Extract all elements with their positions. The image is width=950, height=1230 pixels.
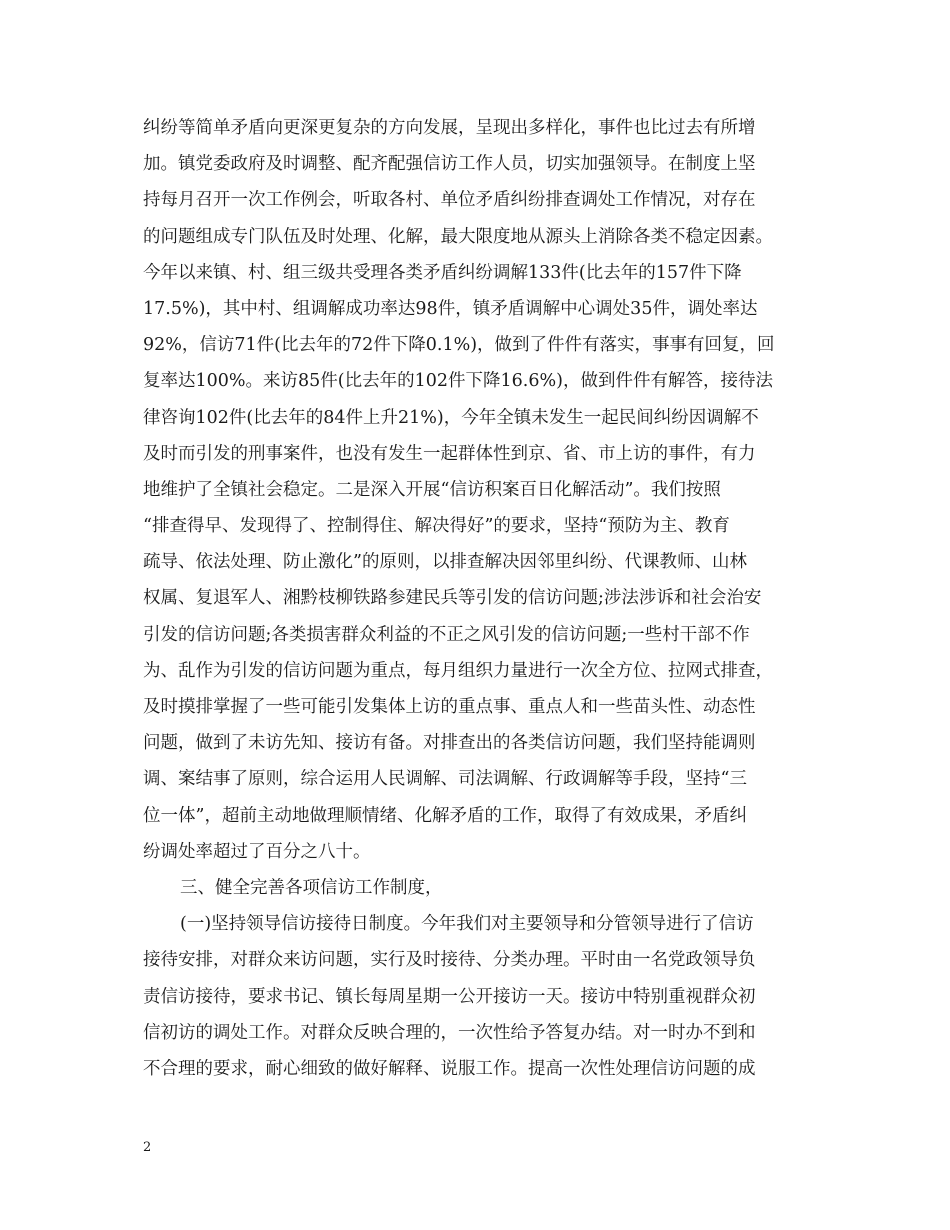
text-line: (一)坚持领导信访接待日制度。今年我们对主要领导和分管领导进行了信访 [180,914,754,935]
text-line: 疏导、依法处理、防止激化”的原则，以排查解决因邻里纠纷、代课教师、山林 [143,552,747,573]
page-number: 2 [143,1140,152,1155]
text-line: 持每月召开一次工作例会，听取各村、单位矛盾纠纷排查调处工作情况，对存在 [143,190,756,211]
text-line: 接待安排，对群众来访问题，实行及时接待、分类办理。平时由一名党政领导负 [143,950,756,971]
text-line: 加。镇党委政府及时调整、配齐配强信访工作人员，切实加强领导。在制度上坚 [143,154,756,175]
text-line: 及时摸排掌握了一些可能引发集体上访的重点事、重点人和一些苗头性、动态性 [143,697,756,717]
text-line: 为、乱作为引发的信访问题为重点，每月组织力量进行一次全方位、拉网式排查， [143,660,773,681]
text-line: 三、健全完善各项信访工作制度， [180,877,443,898]
text-line: 纠纷等简单矛盾向更深更复杂的方向发展，呈现出多样化，事件也比过去有所增 [143,118,756,138]
document-body [143,110,810,1087]
text-line: 信初访的调处工作。对群众反映合理的，一次性给予答复办结。对一时办不到和 [143,1022,756,1043]
text-line: 权属、复退军人、湘黔枝柳铁路参建民兵等引发的信访问题;涉法涉诉和社会治安 [143,588,762,609]
text-line: 地维护了全镇社会稳定。二是深入开展“信访积案百日化解活动”。我们按照 [143,479,721,500]
text-line: 调、案结事了原则，综合运用人民调解、司法调解、行政调解等手段，坚持“三 [143,769,747,790]
text-line: 责信访接待，要求书记、镇长每周星期一公开接访一天。接访中特别重视群众初 [143,986,756,1007]
text-line: 律咨询102件(比去年的84件上升21%)，今年全镇未发生一起民间纠纷因调解不 [143,407,759,428]
text-line: 引发的信访问题;各类损害群众利益的不正之风引发的信访问题;一些村干部不作 [143,624,750,645]
text-line: 位一体”，超前主动地做理顺情绪、化解矛盾的工作，取得了有效成果，矛盾纠 [143,805,747,826]
text-line: 不合理的要求，耐心细致的做好解释、说服工作。提高一次性处理信访问题的成 [143,1058,756,1079]
text-line: 17.5%)，其中村、组调解成功率达98件，镇矛盾调解中心调处35件，调处率达 [143,298,758,319]
text-line: 纷调处率超过了百分之八十。 [143,841,371,862]
text-line: “排查得早、发现得了、控制得住、解决得好”的要求，坚持“预防为主、教育 [143,516,730,537]
text-line: 的问题组成专门队伍及时处理、化解，最大限度地从源头上消除各类不稳定因素。 [143,226,773,247]
text-line: 复率达100%。来访85件(比去年的102件下降16.6%)，做到件件有解答，接待法 [143,371,773,392]
text-line: 92%，信访71件(比去年的72件下降0.1%)，做到了件件有落实，事事有回复，回 [143,335,775,356]
text-line: 及时而引发的刑事案件，也没有发生一起群体性到京、省、市上访的事件，有力 [143,443,756,464]
text-line: 今年以来镇、村、组三级共受理各类矛盾纠纷调解133件(比去年的157件下降 [143,262,742,283]
text-line: 问题，做到了未访先知、接访有备。对排查出的各类信访问题，我们坚持能调则 [143,733,756,754]
